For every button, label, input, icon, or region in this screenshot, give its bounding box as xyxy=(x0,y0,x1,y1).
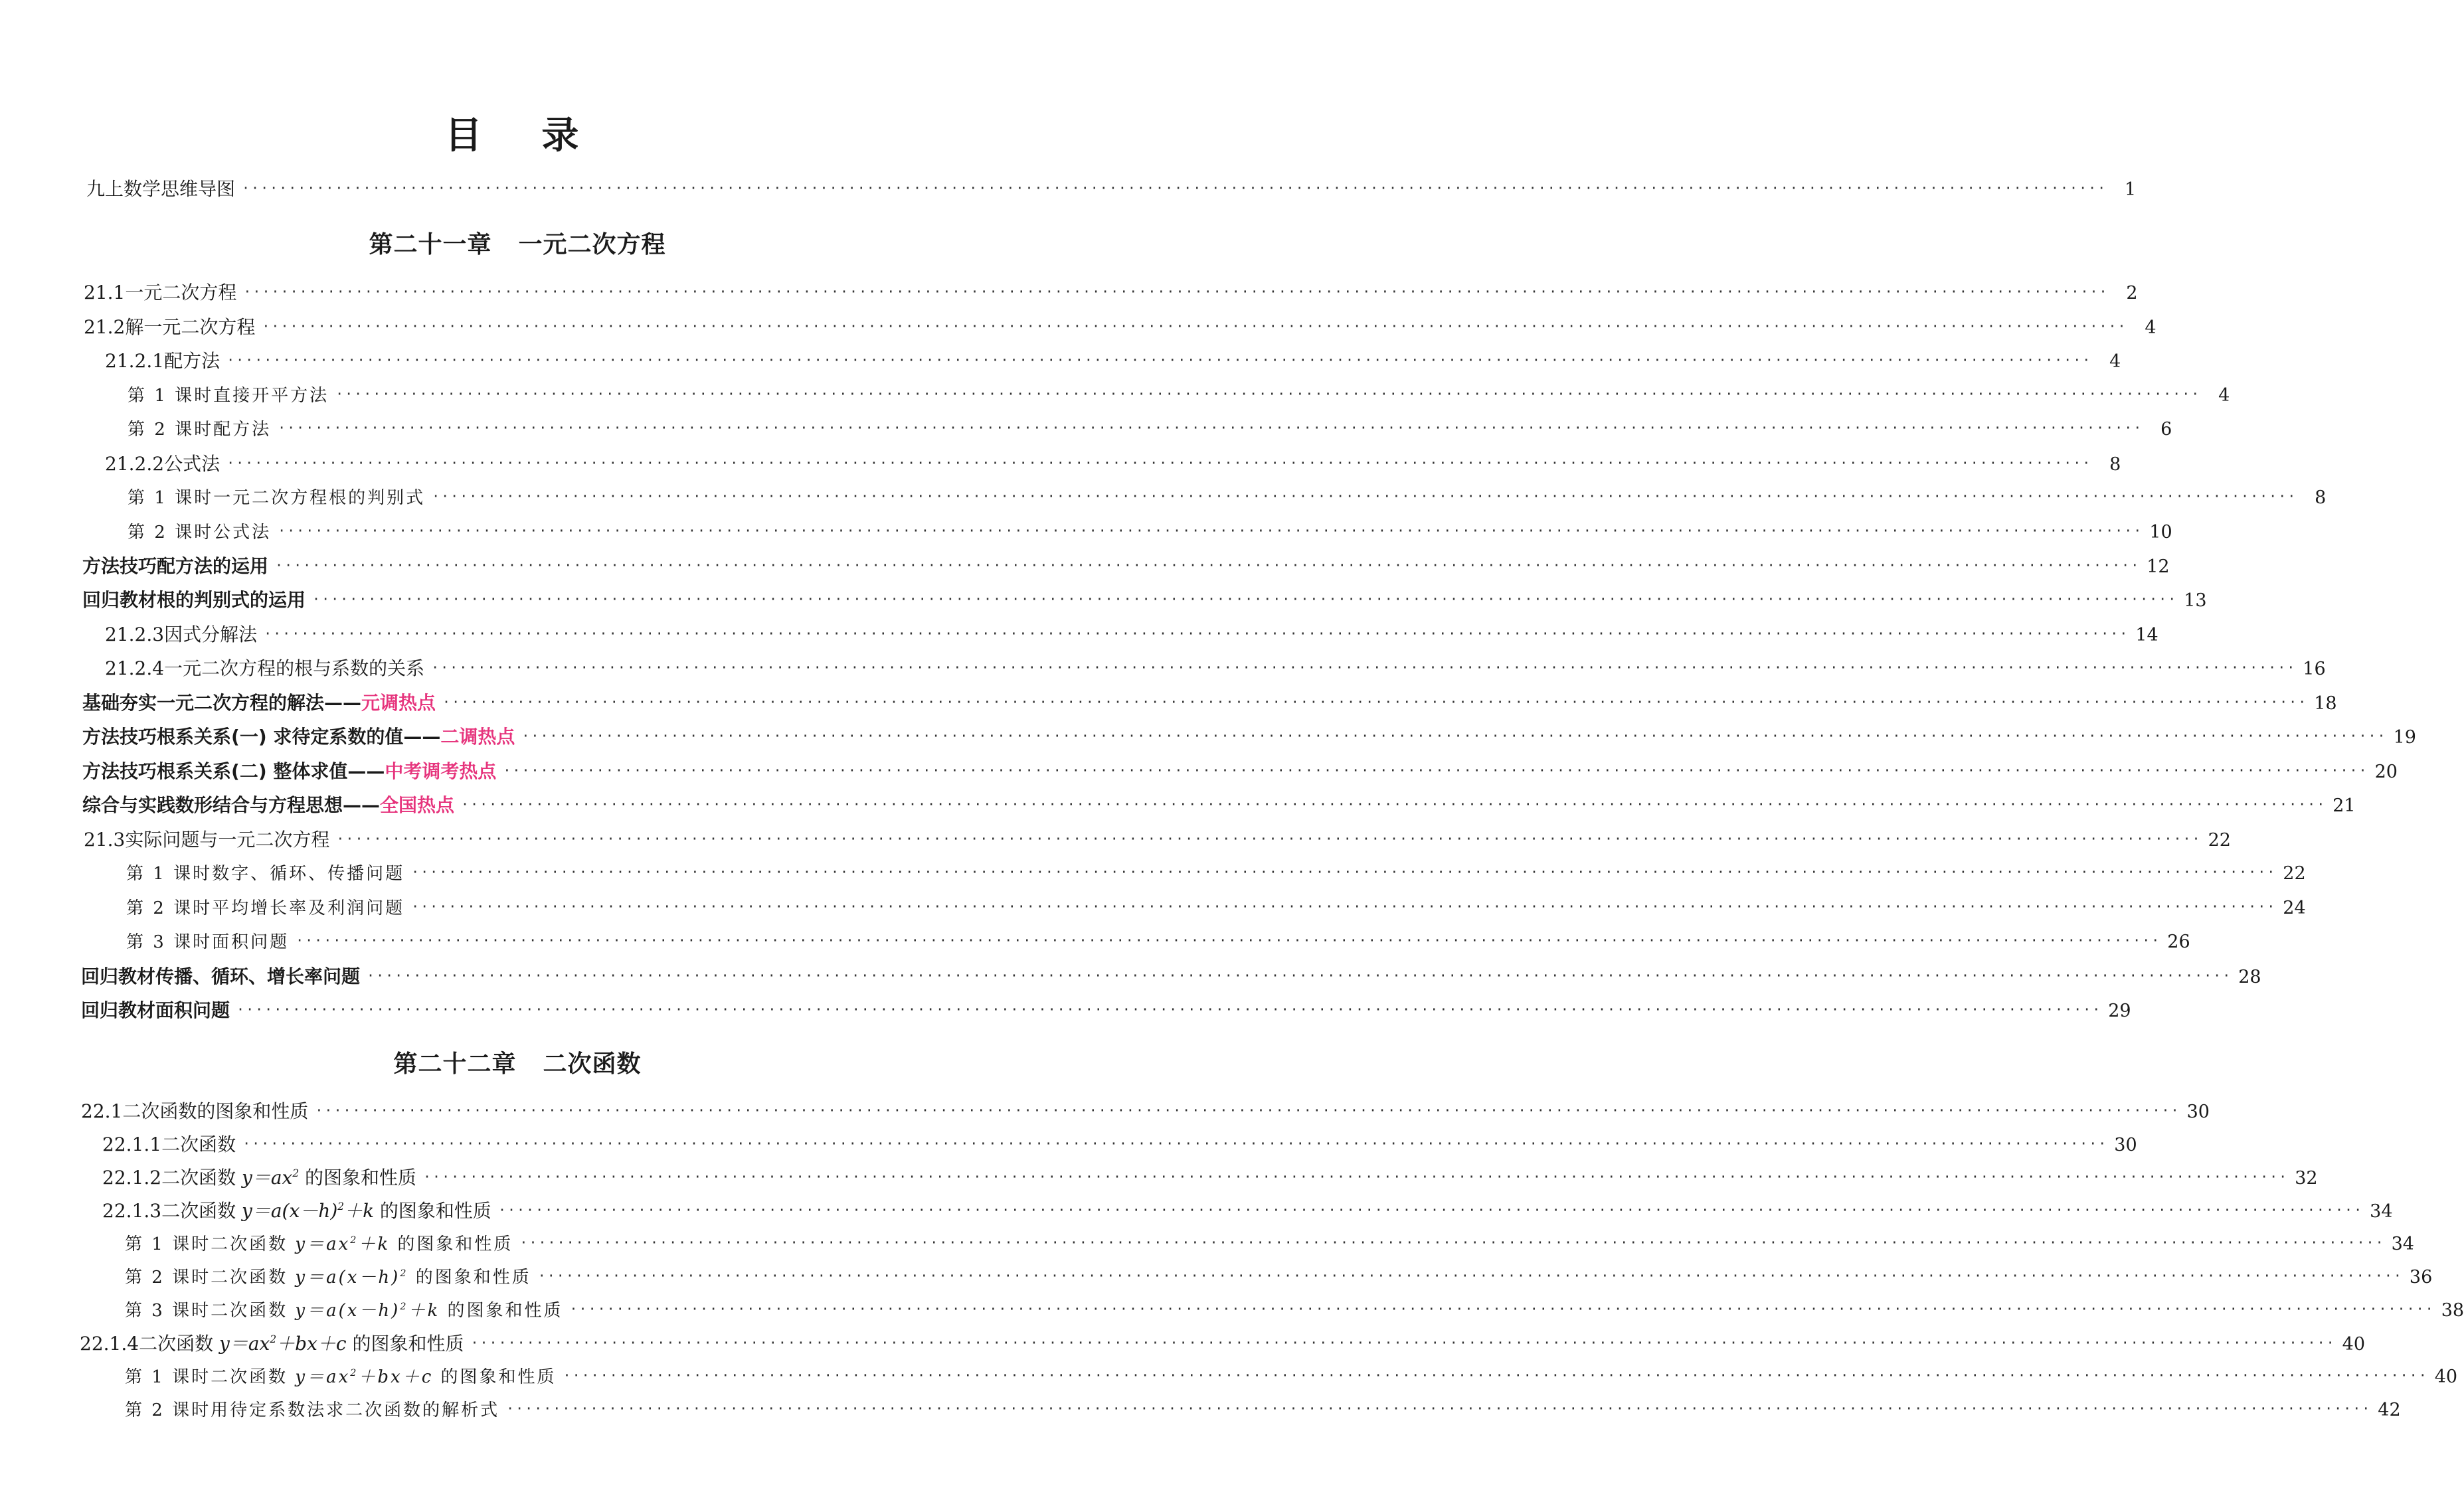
leader-dots: ········································································································································································································ xyxy=(423,1169,2289,1185)
toc-entry-title: 二次函数 $y=ax^2+k$ 的图象和性质 xyxy=(211,1234,513,1254)
toc-section-number: 21.3 xyxy=(84,829,126,851)
leader-dots: ········································································································································································································ xyxy=(275,557,2141,573)
leader-dots: ········································································································································································································ xyxy=(367,967,2232,983)
toc-entry-special[interactable] xyxy=(81,995,2131,1026)
hot-topic-tag: 二调热点 xyxy=(440,726,515,748)
toc-lesson-number: 第 1 课时 xyxy=(128,386,214,406)
chapter-name: 二次函数 xyxy=(543,1050,642,1078)
leader-dots: ········································································································································································································ xyxy=(243,284,2109,299)
toc-category-label: 回归教材 xyxy=(82,589,157,611)
toc-page-number: 14 xyxy=(2135,625,2158,645)
toc-entry-title: 直接开平方法 xyxy=(213,386,329,406)
toc-section-number: 21.2.2 xyxy=(105,453,165,475)
toc-entry-title: 公式法 xyxy=(213,523,272,542)
leader-dots: ········································································································································································································ xyxy=(411,864,2277,880)
toc-entry-mindmap[interactable] xyxy=(86,174,2137,205)
toc-page-number: 34 xyxy=(2391,1234,2414,1254)
toc-page-number: 32 xyxy=(2295,1168,2318,1189)
toc-entry[interactable] xyxy=(84,312,2156,343)
toc-entry-title: 二次函数 $y=a(x-h)^2$ 的图象和性质 xyxy=(211,1268,531,1288)
toc-page-number: 8 xyxy=(2109,454,2121,475)
chapter-22-heading xyxy=(0,1045,1035,1079)
toc-page-number: 28 xyxy=(2238,967,2261,987)
toc-page-number: 40 xyxy=(2434,1367,2458,1387)
leader-dots: ········································································································································································································ xyxy=(335,386,2201,402)
toc-entry-title: 用待定系数法求二次函数的解析式 xyxy=(211,1400,500,1420)
toc-page-number: 2 xyxy=(2126,283,2138,303)
toc-section-number: 21.2.1 xyxy=(105,350,165,372)
hot-topic-tag: 元调热点 xyxy=(361,692,436,714)
leader-dots: ········································································································································································································ xyxy=(411,898,2277,914)
toc-page-number: 10 xyxy=(2149,522,2172,542)
toc-entry-title: 一元二次方程的解法—— xyxy=(157,692,362,714)
toc-entry[interactable] xyxy=(125,1262,2433,1293)
toc-entry-title: 一元二次方程根的判别式 xyxy=(213,488,426,508)
leader-dots: ········································································································································································································ xyxy=(537,1268,2403,1284)
leader-dots: ········································································································································································································ xyxy=(521,728,2387,744)
toc-lesson-number: 第 1 课时 xyxy=(126,864,213,884)
toc-page-number: 24 xyxy=(2283,898,2306,918)
toc-entry-title: 公式法 xyxy=(164,453,220,475)
toc-entry-title: 一元二次方程的根与系数的关系 xyxy=(164,657,425,679)
toc-entry-title: 二次函数 $y=a(x-h)^2+k$ 的图象和性质 xyxy=(211,1301,563,1321)
leader-dots: ········································································································································································································ xyxy=(431,659,2297,675)
toc-page-number: 38 xyxy=(2441,1300,2464,1321)
toc-page-number: 22 xyxy=(2283,863,2306,884)
toc-entry-special[interactable] xyxy=(82,722,2416,752)
toc-entry[interactable] xyxy=(105,449,2121,479)
toc-page-number: 4 xyxy=(2218,385,2230,406)
toc-entry-title: 根系关系(二) 整体求值—— xyxy=(157,760,385,782)
chapter-label: 第二十一章 xyxy=(369,231,492,258)
hot-topic-tag: 中考调考热点 xyxy=(385,760,497,782)
toc-lesson-number: 第 2 课时 xyxy=(125,1400,211,1420)
formula: $y=ax^2+bx+c$ xyxy=(295,1367,434,1387)
toc-entry-special[interactable] xyxy=(82,756,2398,787)
toc-entry-title: 二次函数的图象和性质 xyxy=(122,1100,309,1122)
toc-section-number: 21.2 xyxy=(84,316,126,338)
toc-entry-title: 二次函数 $y=a(x-h)^2+k$ 的图象和性质 xyxy=(161,1200,491,1222)
toc-section-number: 21.2.3 xyxy=(105,624,165,645)
toc-page-number: 29 xyxy=(2108,1001,2131,1021)
toc-page-number: 16 xyxy=(2303,659,2326,679)
toc-entry[interactable] xyxy=(102,1129,2137,1160)
toc-entry[interactable] xyxy=(105,346,2121,376)
leader-dots: ········································································································································································································ xyxy=(242,180,2107,196)
toc-section-number: 22.1.3 xyxy=(102,1200,162,1222)
toc-section-number: 22.1.4 xyxy=(80,1333,139,1355)
toc-entry[interactable] xyxy=(102,1163,2318,1193)
toc-entry-title: 二次函数 xyxy=(161,1133,236,1155)
toc-entry-title: 九上数学思维导图 xyxy=(86,178,236,200)
toc-entry-title: 配方法 xyxy=(213,420,272,440)
toc-page-number: 18 xyxy=(2314,693,2337,714)
toc-lesson-number: 第 3 课时 xyxy=(125,1301,211,1321)
toc-entry[interactable] xyxy=(125,1229,2414,1260)
leader-dots: ········································································································································································································ xyxy=(336,831,2202,847)
toc-entry-title: 配方法的运用 xyxy=(157,555,269,577)
toc-entry[interactable] xyxy=(125,1395,2401,1426)
leader-dots: ········································································································································································································ xyxy=(315,1102,2180,1118)
leader-dots: ········································································································································································································ xyxy=(296,932,2161,948)
toc-entry[interactable] xyxy=(125,1362,2458,1392)
toc-page-number: 21 xyxy=(2332,795,2356,816)
toc-entry-title: 根系关系(一) 求待定系数的值—— xyxy=(157,726,441,748)
toc-entry[interactable] xyxy=(128,517,2172,548)
toc-entry-title: 解一元二次方程 xyxy=(125,316,256,338)
toc-page-number: 30 xyxy=(2114,1135,2137,1155)
toc-entry[interactable] xyxy=(84,825,2231,855)
leader-dots: ········································································································································································································ xyxy=(236,1001,2102,1017)
toc-entry-title: 二次函数 $y=ax^2+bx+c$ 的图象和性质 xyxy=(211,1367,557,1387)
toc-entry-special[interactable] xyxy=(82,688,2337,718)
toc-entry-title: 面积问题 xyxy=(155,999,230,1021)
toc-category-label: 方法技巧 xyxy=(82,760,157,782)
toc-entry-title: 平均增长率及利润问题 xyxy=(212,898,405,918)
leader-dots: ········································································································································································································ xyxy=(503,762,2368,778)
toc-entry[interactable] xyxy=(126,893,2306,924)
toc-lesson-number: 第 2 课时 xyxy=(125,1268,211,1288)
toc-entry[interactable] xyxy=(84,278,2138,308)
toc-page-number: 22 xyxy=(2208,830,2231,851)
chapter-label: 第二十二章 xyxy=(393,1050,517,1078)
leader-dots: ········································································································································································································ xyxy=(569,1301,2435,1317)
toc-entry-title: 根的判别式的运用 xyxy=(157,589,306,611)
toc-entry[interactable] xyxy=(105,620,2158,650)
leader-dots: ········································································································································································································ xyxy=(264,626,2129,641)
toc-page-number: 12 xyxy=(2147,556,2170,577)
hot-topic-tag: 全国热点 xyxy=(380,794,455,816)
formula: $y=ax^2+bx+c$ xyxy=(219,1333,347,1355)
leader-dots: ········································································································································································································ xyxy=(470,1335,2336,1351)
toc-page-number: 42 xyxy=(2378,1400,2401,1420)
toc-category-label: 方法技巧 xyxy=(82,555,157,577)
toc-entry-title: 数字、循环、传播问题 xyxy=(212,864,405,884)
formula: $y=ax^2$ xyxy=(241,1167,300,1189)
chapter-name: 一元二次方程 xyxy=(518,231,666,258)
toc-section-number: 21.1 xyxy=(84,282,126,303)
page-title: 目 录 xyxy=(444,114,590,157)
toc-lesson-number: 第 2 课时 xyxy=(128,420,214,440)
toc-entry-special[interactable] xyxy=(82,551,2170,582)
toc-entry[interactable] xyxy=(81,1096,2210,1127)
toc-page-number: 4 xyxy=(2109,351,2121,372)
toc-entry[interactable] xyxy=(128,380,2230,411)
toc-entry-title: 二次函数 $y=ax^2+bx+c$ 的图象和性质 xyxy=(139,1333,464,1355)
toc-entry-title: 一元二次方程 xyxy=(125,282,237,303)
leader-dots: ········································································································································································································ xyxy=(442,694,2308,710)
toc-page-number: 6 xyxy=(2160,419,2172,440)
toc-entry-title: 面积问题 xyxy=(212,932,290,952)
toc-entry[interactable] xyxy=(80,1329,2366,1359)
toc-page-number: 36 xyxy=(2409,1267,2433,1288)
toc-section-number: 22.1 xyxy=(81,1100,123,1122)
toc-section-number: 22.1.1 xyxy=(102,1133,162,1155)
toc-entry[interactable] xyxy=(125,1295,2464,1326)
toc-entry-title: 传播、循环、增长率问题 xyxy=(155,965,361,987)
toc-entry[interactable] xyxy=(126,859,2306,889)
toc-entry-title: 数形结合与方程思想—— xyxy=(175,794,381,816)
toc-category-label: 方法技巧 xyxy=(82,726,157,748)
toc-category-label: 回归教材 xyxy=(81,999,156,1021)
toc-section-number: 21.2.4 xyxy=(105,657,165,679)
toc-page-number: 1 xyxy=(2125,179,2137,200)
leader-dots: ········································································································································································································ xyxy=(497,1202,2364,1218)
toc-page-number: 13 xyxy=(2184,590,2207,611)
toc-page-number: 40 xyxy=(2342,1334,2366,1355)
leader-dots: ········································································································································································································ xyxy=(461,796,2327,812)
toc-page-number: 30 xyxy=(2186,1102,2210,1122)
toc-section-number: 22.1.2 xyxy=(102,1167,162,1189)
leader-dots: ········································································································································································································ xyxy=(519,1234,2385,1250)
toc-page-number: 8 xyxy=(2315,487,2327,508)
leader-dots: ········································································································································································································ xyxy=(226,455,2092,471)
toc-entry-title: 因式分解法 xyxy=(164,624,258,645)
toc-entry[interactable] xyxy=(102,1196,2393,1226)
toc-entry[interactable] xyxy=(128,414,2172,445)
toc-category-label: 回归教材 xyxy=(81,965,156,987)
leader-dots: ········································································································································································································ xyxy=(242,1135,2108,1151)
toc-entry-special[interactable] xyxy=(82,585,2207,616)
formula: $y=ax^2+k$ xyxy=(295,1234,391,1254)
toc-category-label: 基础夯实 xyxy=(82,692,157,714)
toc-entry[interactable] xyxy=(105,653,2326,684)
toc-entry-title: 配方法 xyxy=(164,350,220,372)
toc-lesson-number: 第 2 课时 xyxy=(128,523,214,542)
toc-lesson-number: 第 1 课时 xyxy=(125,1234,211,1254)
toc-page-number: 20 xyxy=(2374,762,2398,782)
toc-lesson-number: 第 3 课时 xyxy=(126,932,213,952)
toc-page-number: 19 xyxy=(2393,727,2416,748)
toc-page-number: 26 xyxy=(2167,932,2190,952)
leader-dots: ········································································································································································································ xyxy=(506,1400,2372,1416)
toc-lesson-number: 第 1 课时 xyxy=(128,488,214,508)
leader-dots: ········································································································································································································ xyxy=(312,591,2178,607)
toc-page-number: 34 xyxy=(2370,1201,2393,1222)
leader-dots: ········································································································································································································ xyxy=(432,488,2297,504)
toc-entry-title: 二次函数 $y=ax^2$ 的图象和性质 xyxy=(161,1167,417,1189)
chapter-21-heading xyxy=(0,226,1035,260)
toc-entry-special[interactable] xyxy=(82,790,2356,821)
toc-entry-special[interactable] xyxy=(81,961,2261,992)
toc-lesson-number: 第 2 课时 xyxy=(126,898,213,918)
leader-dots: ········································································································································································································ xyxy=(278,523,2143,539)
toc-entry-title: 实际问题与一元二次方程 xyxy=(125,829,330,851)
toc-category-label: 综合与实践 xyxy=(82,794,176,816)
toc-entry[interactable] xyxy=(126,927,2190,958)
leader-dots: ········································································································································································································ xyxy=(278,420,2143,436)
leader-dots: ········································································································································································································ xyxy=(226,352,2092,368)
toc-lesson-number: 第 1 课时 xyxy=(125,1367,211,1387)
leader-dots: ········································································································································································································ xyxy=(563,1367,2428,1383)
formula: $y=a(x-h)^2+k$ xyxy=(241,1200,375,1222)
formula: $y=a(x-h)^2+k$ xyxy=(295,1301,440,1321)
toc-entry[interactable] xyxy=(128,483,2327,513)
leader-dots: ········································································································································································································ xyxy=(262,318,2127,334)
formula: $y=a(x-h)^2$ xyxy=(295,1268,408,1288)
toc-page-number: 4 xyxy=(2145,317,2156,338)
